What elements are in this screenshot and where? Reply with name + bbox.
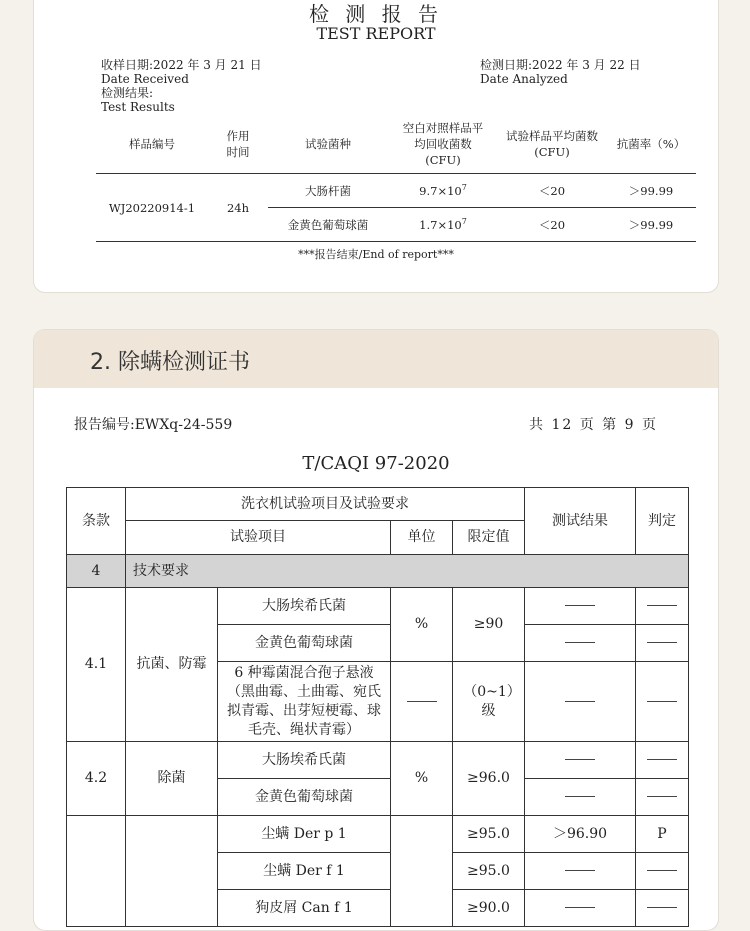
results-table bbox=[96, 115, 696, 242]
results-label: 检测结果: bbox=[101, 86, 154, 100]
limit-cell: ≥96.0 bbox=[453, 742, 525, 816]
analyzed-label-en: Date Analyzed bbox=[480, 72, 568, 86]
table-row bbox=[96, 174, 696, 208]
item-cell: 大肠埃希氏菌 bbox=[218, 742, 391, 779]
item-cell: 金黄色葡萄球菌 bbox=[218, 625, 391, 662]
col-time: 作用 时间 bbox=[208, 115, 268, 174]
header-verdict: 判定 bbox=[636, 488, 689, 555]
unit-cell: % bbox=[391, 742, 453, 816]
dash-mark bbox=[647, 642, 677, 643]
result-cell bbox=[525, 662, 636, 742]
blank-cell: $9.7\times 10^7$ bbox=[388, 174, 498, 208]
result-cell bbox=[525, 625, 636, 662]
unit-cell bbox=[391, 816, 453, 927]
received-block bbox=[101, 58, 262, 114]
report-title: 检 测 报 告 bbox=[308, 2, 444, 26]
verdict-cell bbox=[636, 890, 689, 927]
table-row bbox=[67, 588, 689, 625]
table-row bbox=[67, 816, 689, 853]
col-sample-id: 样品编号 bbox=[96, 115, 208, 174]
dash-mark bbox=[565, 796, 595, 797]
verdict-cell bbox=[636, 742, 689, 779]
sample-id-cell: WJ20220914-1 bbox=[96, 174, 208, 242]
table-row bbox=[67, 555, 689, 588]
mold-item-cell: 6 种霉菌混合孢子悬液（黑曲霉、土曲霉、宛氏拟青霉、出芽短梗霉、球毛壳、绳状青霉） bbox=[218, 662, 391, 742]
header-result: 测试结果 bbox=[525, 488, 636, 555]
verdict-cell bbox=[636, 625, 689, 662]
blank-cell: $1.7\times 10^7$ bbox=[388, 208, 498, 242]
unit-cell: % bbox=[391, 588, 453, 662]
tech-text: 技术要求 bbox=[126, 555, 689, 588]
rate-cell: ＞99.99 bbox=[606, 208, 696, 242]
dash-mark bbox=[647, 796, 677, 797]
item-cell: 金黄色葡萄球菌 bbox=[218, 779, 391, 816]
item-cell: 大肠埃希氏菌 bbox=[218, 588, 391, 625]
header-group: 洗衣机试验项目及试验要求 bbox=[126, 488, 525, 521]
dash-mark bbox=[407, 701, 437, 702]
standard-title: T/CAQI 97-2020 bbox=[302, 453, 450, 474]
time-cell: 24h bbox=[208, 174, 268, 242]
dash-mark bbox=[647, 701, 677, 702]
col-rate: 抗菌率（%） bbox=[606, 115, 696, 174]
header-limit: 限定值 bbox=[453, 521, 525, 555]
item-cell: 狗皮屑 Can f 1 bbox=[218, 890, 391, 927]
result-cell bbox=[525, 742, 636, 779]
dash-mark bbox=[565, 870, 595, 871]
received-label-en: Date Received bbox=[101, 72, 189, 86]
clause-name-empty bbox=[126, 816, 218, 927]
limit-cell: ≥95.0 bbox=[453, 853, 525, 890]
dash-mark bbox=[647, 605, 677, 606]
limit-cell: ≥95.0 bbox=[453, 816, 525, 853]
results-label-en: Test Results bbox=[101, 100, 175, 114]
result-cell bbox=[525, 588, 636, 625]
analyzed-block bbox=[480, 58, 641, 86]
item-cell: 尘螨 Der p 1 bbox=[218, 816, 391, 853]
table-row bbox=[67, 742, 689, 779]
requirements-table bbox=[66, 487, 689, 927]
dash-mark bbox=[565, 759, 595, 760]
verdict-cell bbox=[636, 662, 689, 742]
item-cell: 尘螨 Der f 1 bbox=[218, 853, 391, 890]
dash-mark bbox=[565, 605, 595, 606]
test-report-card bbox=[33, 0, 719, 293]
result-cell bbox=[525, 779, 636, 816]
tech-no: 4 bbox=[67, 555, 126, 588]
clause-empty bbox=[67, 816, 126, 927]
result-cell bbox=[525, 853, 636, 890]
col-blank: 空白对照样品平 均回收菌数 (CFU) bbox=[388, 115, 498, 174]
strain-cell: 金黄色葡萄球菌 bbox=[268, 208, 388, 242]
dash-mark bbox=[647, 759, 677, 760]
mite-certificate-card bbox=[33, 329, 719, 931]
header-unit: 单位 bbox=[391, 521, 453, 555]
verdict-cell bbox=[636, 779, 689, 816]
result-cell: ＞96.90 bbox=[525, 816, 636, 853]
end-of-report: ***报告结束/End of report*** bbox=[298, 248, 454, 261]
verdict-cell: P bbox=[636, 816, 689, 853]
unit-cell bbox=[391, 662, 453, 742]
clause-4-2-no: 4.2 bbox=[67, 742, 126, 816]
dash-mark bbox=[565, 642, 595, 643]
dash-mark bbox=[647, 870, 677, 871]
clause-4-1-name: 抗菌、防霉 bbox=[126, 588, 218, 742]
report-number: 报告编号:EWXq-24-559 bbox=[74, 417, 233, 433]
strain-cell: 大肠杆菌 bbox=[268, 174, 388, 208]
limit-cell: （0~1）级 bbox=[453, 662, 525, 742]
section-header bbox=[34, 330, 718, 388]
test-cell: ＜20 bbox=[498, 174, 606, 208]
dash-mark bbox=[565, 701, 595, 702]
limit-cell: ≥90 bbox=[453, 588, 525, 662]
section-title: 2. 除螨检测证书 bbox=[90, 350, 250, 375]
header-item: 试验项目 bbox=[126, 521, 391, 555]
report-subtitle: TEST REPORT bbox=[316, 24, 436, 43]
analyzed-label: 检测日期: bbox=[480, 58, 533, 72]
clause-4-1-no: 4.1 bbox=[67, 588, 126, 742]
test-cell: ＜20 bbox=[498, 208, 606, 242]
col-test: 试验样品平均菌数 (CFU) bbox=[498, 115, 606, 174]
received-date: 2022 年 3 月 21 日 bbox=[153, 58, 262, 72]
dash-mark bbox=[565, 907, 595, 908]
header-clause: 条款 bbox=[67, 488, 126, 555]
clause-4-2-name: 除菌 bbox=[126, 742, 218, 816]
result-cell bbox=[525, 890, 636, 927]
rate-cell: ＞99.99 bbox=[606, 174, 696, 208]
page-info: 共 12 页 第 9 页 bbox=[529, 417, 658, 433]
verdict-cell bbox=[636, 853, 689, 890]
limit-cell: ≥90.0 bbox=[453, 890, 525, 927]
received-label: 收样日期: bbox=[101, 58, 154, 72]
col-strain: 试验菌种 bbox=[268, 115, 388, 174]
dash-mark bbox=[647, 907, 677, 908]
verdict-cell bbox=[636, 588, 689, 625]
analyzed-date: 2022 年 3 月 22 日 bbox=[532, 58, 641, 72]
